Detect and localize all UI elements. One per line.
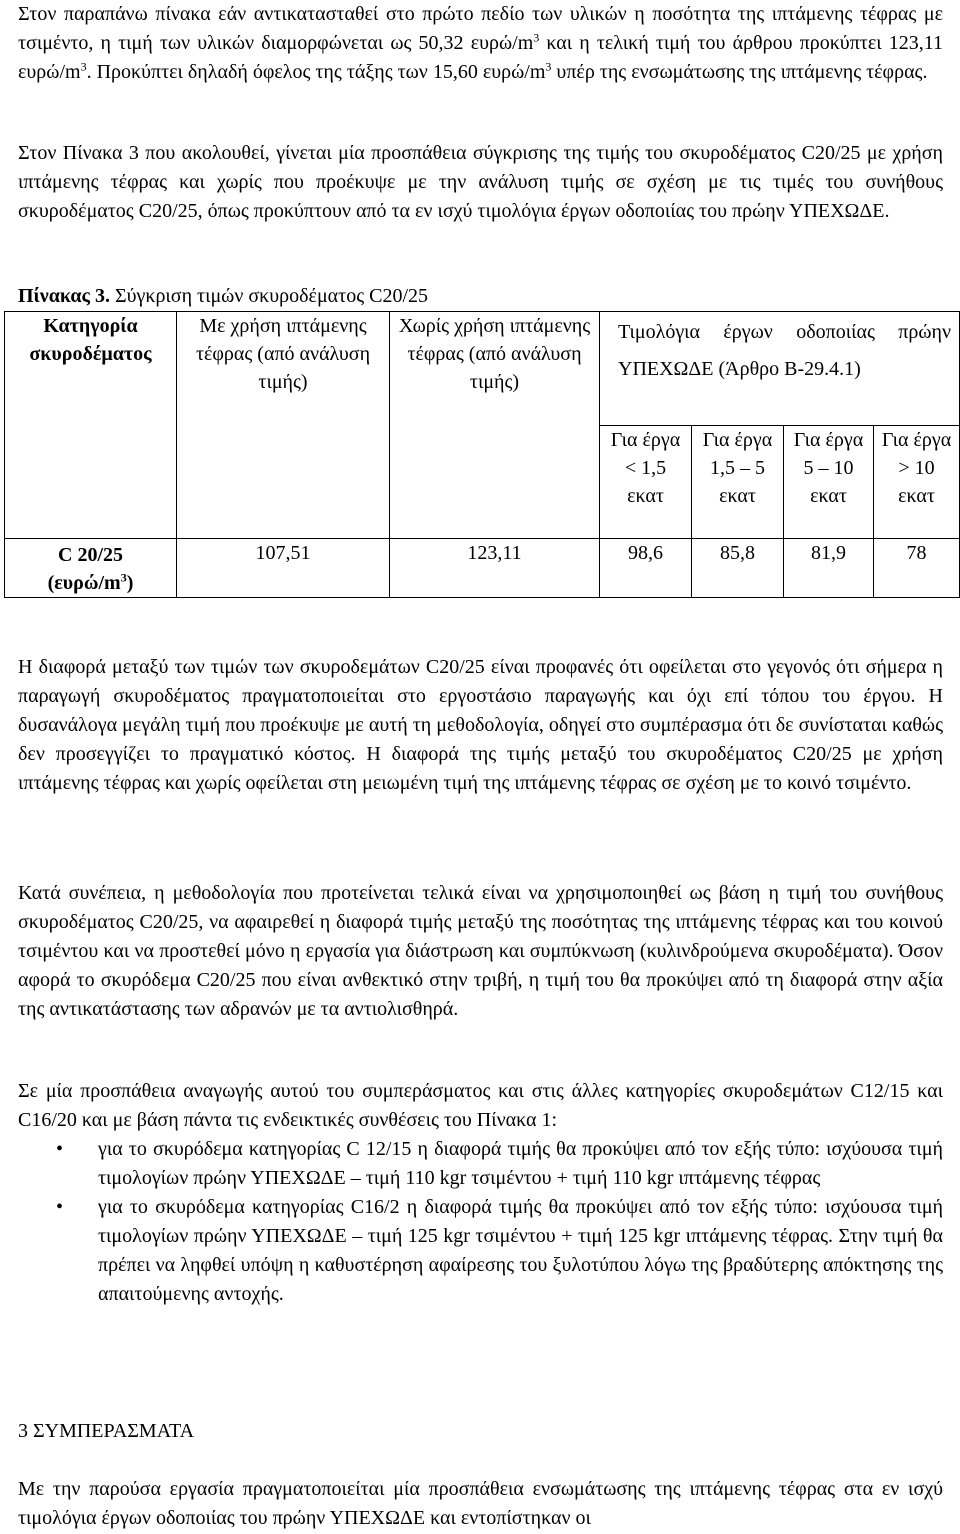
table-intro-paragraph (18, 139, 943, 226)
header-with-fly-ash: Με χρήση ιπτάμενης τέφρας (από ανάλυση τιμής) (177, 312, 390, 539)
difference-text: Η διαφορά μεταξύ των τιμών των σκυροδεμάτων C20/25 είναι προφανές ότι οφείλεται στο γεγονός ότι σήμερα η παραγωγή σκυροδέματος πραγματοποιείται στο εργοστάσιο παραγωγής και όχι επί τόπου του έργου. Η δυσανάλογα μεγάλη τιμή που προέκυψε με αυτή τη μεθοδολογία, οδηγεί στο συμπέρασμα ότι δε συνίσταται καθώς δεν προσεγγίζει το πραγματικό κόστος. Η διαφορά της τιμής μεταξύ του σκυροδέματος C20/25 με χρήση ιπτάμενης τέφρας και χωρίς οφείλεται στη μειωμένη τιμή της ιπτάμενης τέφρας σε σχέση με το κοινό τσιμέντο. (18, 656, 943, 794)
subheader-under-1-5: Για έργα < 1,5 εκατ (600, 425, 692, 539)
list-item (18, 1193, 943, 1309)
value-1-5-to-5: 85,8 (692, 539, 784, 598)
table-header-row (5, 312, 960, 426)
bullet-text: για το σκυρόδεμα κατηγορίας C 12/15 η διαφορά τιμής θα προκύψει από τον εξής τύπο: ισχύουσα τιμή τιμολογίων πρώην ΥΠΕΧΩΔΕ – τιμή 110 kgr τσιμέντου + τιμή 110 kgr ιπτάμενης τέφρας (98, 1138, 943, 1189)
value-5-to-10: 81,9 (784, 539, 874, 598)
row-label-unit-close: ) (126, 572, 134, 594)
methodology-text: Κατά συνέπεια, η μεθοδολογία που προτείνεται τελικά είναι να χρησιμοποιηθεί ως βάση η τιμή του συνήθους σκυροδέματος C20/25, να αφαιρεθεί η διαφορά τιμής μεταξύ της ποσότητας της ιπτάμενης τέφρας και του κοινού τσιμέντου και να προστεθεί μόνο η εργασία για διάστρωση και συμπύκνωση (κυλινδρούμενα σκυροδέματα). Όσον αφορά το σκυρόδεμα C20/25 που είναι ανθεκτικό στην τριβή, η τιμή του θα προκύψει από τη διαφορά στην αξία της αντικατάστασης των αδρανών με τα αντιολισθηρά. (18, 882, 943, 1020)
subheader-over-10: Για έργα > 10 εκατ (874, 425, 960, 539)
header-without-fly-ash: Χωρίς χρήση ιπτάμενης τέφρας (από ανάλυση τιμής) (390, 312, 600, 539)
generalization-paragraph (18, 1077, 943, 1135)
bullet-icon: • (56, 1196, 64, 1218)
bullet-list-container (18, 1135, 943, 1309)
table-caption (18, 282, 943, 311)
value-under-1-5: 98,6 (600, 539, 692, 598)
intro-text-1: Στον παραπάνω πίνακα εάν αντικατασταθεί στο πρώτο πεδίο των υλικών η ποσότητα της ιπτάμενης τέφρας με τσιμέντο, η τιμή των υλικών διαμορφώνεται ως 50,32 ευρώ/m (18, 3, 943, 54)
superscript: 3 (120, 570, 127, 585)
table-intro-text: Στον Πίνακα 3 που ακολουθεί, γίνεται μία προσπάθεια σύγκρισης της τιμής του σκυροδέματος C20/25 με χρήση ιπτάμενης τέφρας και χωρίς που προέκυψε με την ανάλυση τιμής σε σχέση με τις τιμές του συνήθους σκυροδέματος C20/25, όπως προκύπτουν από τα εν ισχύ τιμολόγια έργων οδοποιίας του πρώην ΥΠΕΧΩΔΕ. (18, 142, 943, 222)
row-label-unit: (ευρώ/m (47, 572, 121, 594)
subheader-5-to-10: Για έργα 5 – 10 εκατ (784, 425, 874, 539)
superscript: 3 (80, 59, 87, 74)
bullet-list (18, 1135, 943, 1309)
intro-text-3: . Προκύπτει δηλαδή όφελος της τάξης των 15,60 ευρώ/m (86, 61, 546, 83)
header-pricing (600, 312, 960, 426)
subheader-1-5-to-5: Για έργα 1,5 – 5 εκατ (692, 425, 784, 539)
row-label-class: C 20/25 (58, 544, 123, 566)
section-heading-text: 3 ΣΥΜΠΕΡΑΣΜΑΤΑ (18, 1420, 195, 1442)
table-row (5, 539, 960, 598)
list-item (18, 1135, 943, 1193)
bullet-text: για το σκυρόδεμα κατηγορίας C16/2 η διαφορά τιμής θα προκύψει από τον εξής τύπο: ισχύουσα τιμή τιμολογίων πρώην ΥΠΕΧΩΔΕ – τιμή 125 kgr τσιμέντου + τιμή 125 kgr ιπτάμενης τέφρας. Στην τιμή θα πρέπει να ληφθεί υπόψη η καθυστέρηση αφαίρεσης του ξυλοτύπου λόγω της βραδύτερης απόκτησης της απαιτούμενης αντοχής. (98, 1196, 943, 1305)
row-label (5, 539, 177, 598)
header-pricing-text: Τιμολόγια έργων οδοποιίας πρώην ΥΠΕΧΩΔΕ (Άρθρο Β-29.4.1) (618, 321, 952, 380)
value-without-fly-ash: 123,11 (390, 539, 600, 598)
bullet-icon: • (56, 1138, 64, 1160)
value-over-10: 78 (874, 539, 960, 598)
header-category: Κατηγορία σκυροδέματος (5, 312, 177, 539)
superscript: 3 (533, 30, 540, 45)
comparison-table (4, 311, 960, 598)
generalization-text: Σε μία προσπάθεια αναγωγής αυτού του συμπεράσματος και στις άλλες κατηγορίες σκυροδεμάτων C12/15 και C16/20 και με βάση πάντα τις ενδεικτικές συνθέσεις του Πίνακα 1: (18, 1080, 943, 1131)
difference-paragraph (18, 653, 943, 798)
intro-text-2: και η τελική τιμή του άρθρου προκύπτει 123,11 ευρώ/m (18, 32, 943, 83)
value-with-fly-ash: 107,51 (177, 539, 390, 598)
table-caption-text: Σύγκριση τιμών σκυροδέματος C20/25 (109, 285, 429, 307)
section-heading (18, 1417, 943, 1446)
conclusion-text: Με την παρούσα εργασία πραγματοποιείται μία προσπάθεια ενσωμάτωσης της ιπτάμενης τέφρας στα εν ισχύ τιμολόγια έργων οδοποιίας του πρώην ΥΠΕΧΩΔΕ και εντοπίστηκαν οι (18, 1478, 943, 1529)
intro-paragraph (18, 0, 943, 87)
conclusion-paragraph (18, 1475, 943, 1533)
superscript: 3 (545, 59, 552, 74)
methodology-paragraph (18, 879, 943, 1024)
table-caption-label: Πίνακας 3. (18, 285, 110, 307)
intro-text-4: υπέρ της ενσωμάτωσης της ιπτάμενης τέφρας. (551, 61, 928, 83)
